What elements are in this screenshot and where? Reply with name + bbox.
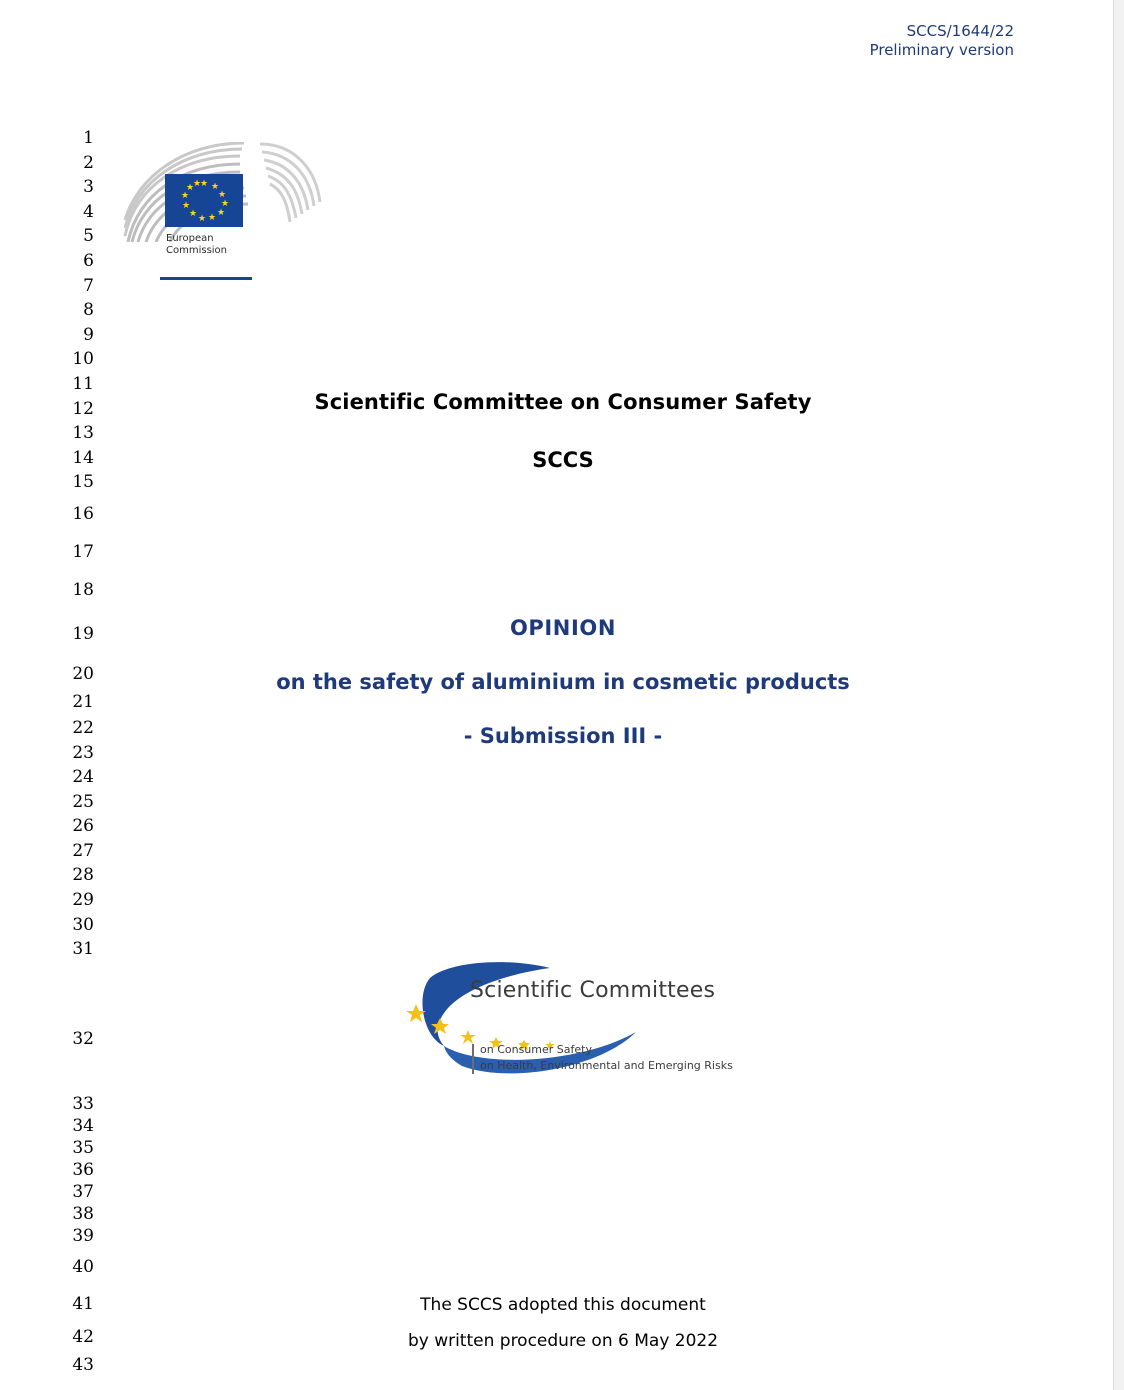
commission-wordmark <box>166 233 227 257</box>
line-number: 43 <box>72 1354 94 1375</box>
commission-underline <box>160 277 252 280</box>
line-number: 3 <box>83 177 94 198</box>
line-number: 2 <box>83 152 94 173</box>
line-number: 29 <box>72 890 94 911</box>
line-number: 32 <box>72 1028 94 1049</box>
line-number: 41 <box>72 1293 94 1314</box>
line-number: 5 <box>83 226 94 247</box>
commission-wordmark-line2: Commission <box>166 245 228 256</box>
line-number: 30 <box>72 914 94 935</box>
line-number: 9 <box>83 324 94 345</box>
scientific-committees-subtitle-line1: on Consumer Safety <box>480 1043 592 1056</box>
line-number: 1 <box>83 128 94 148</box>
line-number: 31 <box>72 939 94 960</box>
line-number: 14 <box>72 447 94 468</box>
line-number: 4 <box>83 201 94 222</box>
line-number: 11 <box>72 373 94 394</box>
line-number: 25 <box>72 791 94 812</box>
adoption-note-line2: by written procedure on 6 May 2022 <box>407 1331 719 1351</box>
line-number: 22 <box>72 717 94 738</box>
line-number: 20 <box>72 663 94 684</box>
line-number: 27 <box>72 840 94 861</box>
scientific-committees-title: Scientific Committees <box>470 978 716 1003</box>
line-number-column <box>58 126 94 1377</box>
line-number: 34 <box>72 1115 94 1136</box>
eu-flag-icon: ★ ★ ★ ★ ★ ★ ★ ★ ★ ★ ★ ★ <box>165 174 243 227</box>
line-number: 40 <box>72 1256 94 1277</box>
european-commission-logo <box>120 140 330 285</box>
line-number: 28 <box>72 865 94 886</box>
scientific-committees-logo <box>400 960 733 1085</box>
opinion-heading: OPINION <box>509 616 617 640</box>
opinion-submission: - Submission III - <box>463 724 663 748</box>
opinion-subject: on the safety of aluminium in cosmetic products <box>276 670 850 694</box>
committee-acronym: SCCS <box>532 448 594 472</box>
line-number: 10 <box>72 349 94 370</box>
line-number: 36 <box>72 1159 94 1180</box>
scientific-committees-subtitle-line2: on Health, Environmental and Emerging Risks <box>480 1059 733 1072</box>
line-number: 33 <box>72 1093 94 1114</box>
adoption-note <box>110 1295 1016 1351</box>
scientific-committees-subtitle <box>480 1042 733 1074</box>
title-block <box>110 390 1016 472</box>
line-number: 6 <box>83 250 94 271</box>
document-number: SCCS/1644/22 <box>906 22 1014 40</box>
line-number: 39 <box>72 1225 94 1246</box>
opinion-block <box>110 616 1016 748</box>
line-number: 16 <box>72 503 94 524</box>
line-number: 26 <box>72 816 94 837</box>
line-number: 15 <box>72 472 94 493</box>
document-reference-header <box>870 22 1014 60</box>
line-number: 13 <box>72 423 94 444</box>
scientific-committees-divider <box>472 1044 474 1074</box>
committee-title: Scientific Committee on Consumer Safety <box>314 390 812 414</box>
line-number: 35 <box>72 1137 94 1158</box>
page-gutter[interactable] <box>1113 0 1124 1390</box>
adoption-note-line1: The SCCS adopted this document <box>420 1295 706 1315</box>
line-number: 17 <box>72 541 94 562</box>
commission-wordmark-line1: European <box>166 233 214 244</box>
line-number: 38 <box>72 1203 94 1224</box>
line-number: 18 <box>72 579 94 600</box>
line-number: 8 <box>83 300 94 321</box>
line-number: 23 <box>72 742 94 763</box>
line-number: 37 <box>72 1181 94 1202</box>
line-number: 24 <box>72 767 94 788</box>
line-number: 42 <box>72 1326 94 1347</box>
line-number: 12 <box>72 398 94 419</box>
document-version: Preliminary version <box>869 41 1014 59</box>
line-number: 7 <box>83 275 94 296</box>
line-number: 21 <box>72 691 94 712</box>
line-number: 19 <box>72 623 94 644</box>
